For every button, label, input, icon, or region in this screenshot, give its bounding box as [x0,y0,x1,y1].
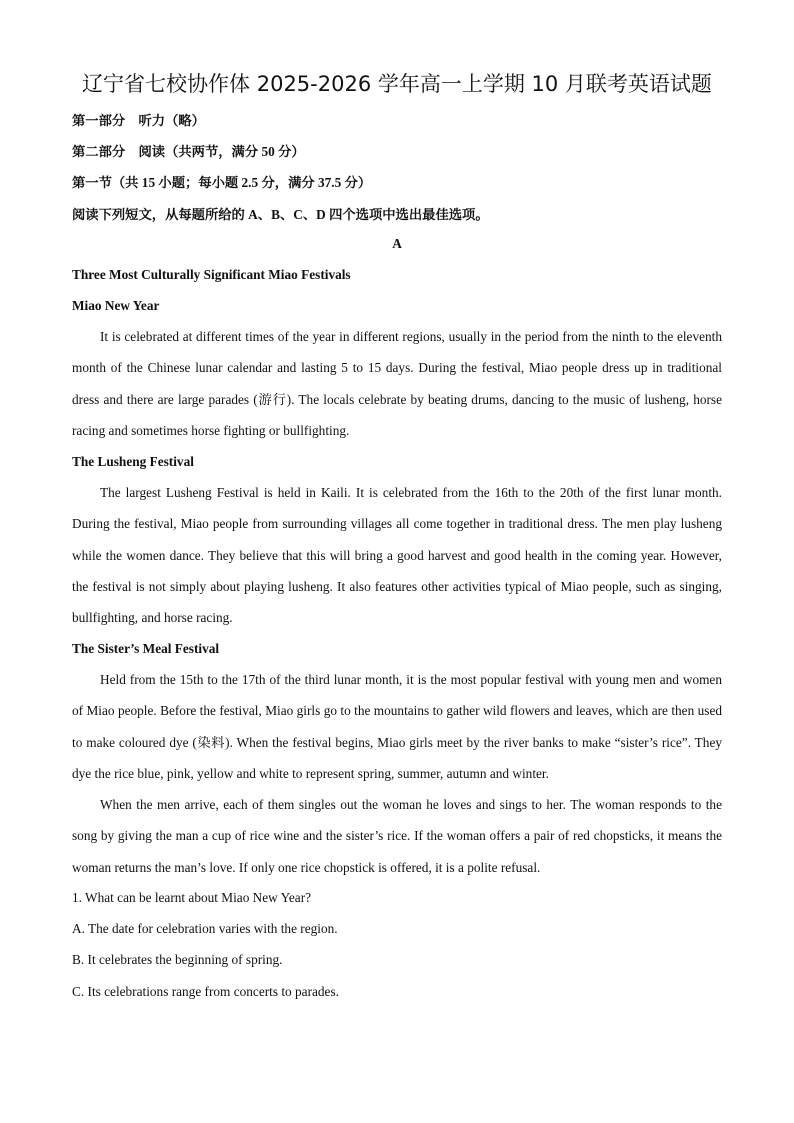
paragraph-text: The largest Lusheng Festival is held in Kaili. It is celebrated from the 16th to the 20th of the first lunar month. During the festival, Miao people from surrounding villages all come together in traditional dress. The men play lusheng while the women dance. They believe that this will bring a good harvest and good health in the coming year. However, the festival is not simply about playing lusheng. It also features other activities typical of Miao people, such as singing, bullfighting, and horse racing. [72,485,722,626]
part1-heading: 第一部分 听力（略） [72,113,205,128]
instruction: 阅读下列短文，从每题所给的 A、B、C、D 四个选项中选出最佳选项。 [72,207,489,222]
part2-heading: 第二部分 阅读（共两节，满分 50 分） [72,144,305,159]
paragraph-sisters-meal-2 [72,789,722,883]
passage-title: Three Most Culturally Significant Miao Festivals [72,267,351,282]
paragraph-miao-new-year [72,321,722,446]
paragraph-text: It is celebrated at different times of the year in different regions, usually in the period from the ninth to the eleventh month of the Chinese lunar calendar and lasting 5 to 15 days. During the festival, Miao people dress up in traditional dress and there are large parades (游行). The locals celebrate by beating drums, dancing to the music of lusheng, horse racing and sometimes horse fighting or bullfighting. [72,329,722,438]
paragraph-text: When the men arrive, each of them singles out the woman he loves and sings to her. The woman responds to the song by giving the man a cup of rice wine and the sister’s rice. If the woman offers a pair of red chopsticks, it means the woman returns the man’s love. If only one rice chopstick is offered, it is a polite refusal. [72,797,722,875]
paragraph-lusheng-festival [72,477,722,633]
paragraph-sisters-meal-1 [72,664,722,789]
heading-miao-new-year: Miao New Year [72,298,160,313]
question-1-stem: 1. What can be learnt about Miao New Year? [72,890,312,905]
heading-sisters-meal-festival: The Sister’s Meal Festival [72,641,220,656]
question-1-option-c: C. Its celebrations range from concerts to parades. [72,984,339,999]
question-1-option-a: A. The date for celebration varies with the region. [72,921,338,936]
question-1-option-b: B. It celebrates the beginning of spring. [72,952,283,967]
heading-lusheng-festival: The Lusheng Festival [72,454,194,469]
section1-heading: 第一节（共 15 小题；每小题 2.5 分，满分 37.5 分） [72,175,372,190]
page-title: 辽宁省七校协作体 2025-2026 学年高一上学期 10 月联考英语试题 [82,72,712,96]
paragraph-text: Held from the 15th to the 17th of the third lunar month, it is the most popular festival with young men and women of Miao people. Before the festival, Miao girls go to the mountains to gather wild flowers and leaves, which are then used to make coloured dye (染料). When the festival begins, Miao girls meet by the river banks to make “sister’s rice”. They dye the rice blue, pink, yellow and white to represent spring, summer, autumn and winter. [72,672,722,781]
passage-label: A [392,236,402,251]
